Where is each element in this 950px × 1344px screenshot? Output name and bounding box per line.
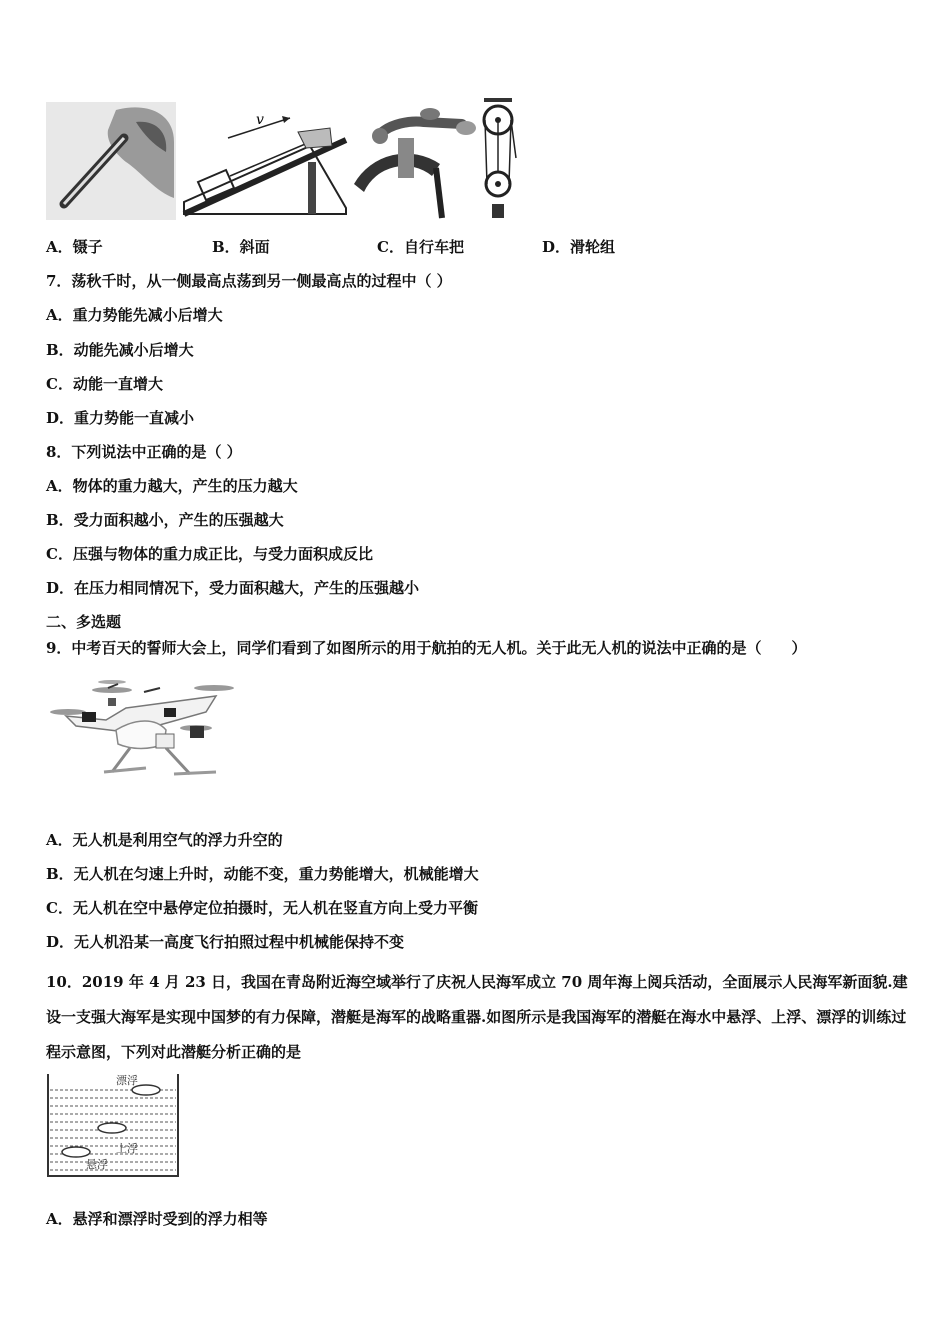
q9-stem: 9．中考百天的誓师大会上，同学们看到了如图所示的用于航拍的无人机。关于此无人机的说法中正确的是（ ）	[46, 639, 807, 657]
q8-option-c[interactable]: C．压强与物体的重力成正比，与受力面积成反比	[46, 545, 373, 563]
drone-figure	[46, 668, 246, 780]
q10-stem: 10．2019 年 4 月 23 日，我国在青岛附近海空域举行了庆祝人民海军成立 70 周年海上阅兵活动，全面展示人民海军新面貌.建设一支强大海军是实现中国梦的有力保障，潜艇是海军的战略重器.如图所示是我国海军的潜艇在海水中悬浮、上浮、漂浮的训练过程示意图，下列对此潜艇分析正确的是	[46, 973, 908, 1061]
pulley-system-figure	[478, 98, 518, 222]
q9-option-a[interactable]: A．无人机是利用空气的浮力升空的	[46, 831, 283, 849]
q8-option-b[interactable]: B．受力面积越小，产生的压强越大	[46, 511, 284, 529]
q9-option-c[interactable]: C．无人机在空中悬停定位拍摄时，无人机在竖直方向上受力平衡	[46, 899, 478, 917]
label-suspend: 悬浮	[86, 1158, 108, 1171]
q7-option-b[interactable]: B．动能先减小后增大	[46, 341, 194, 359]
q7-option-d[interactable]: D．重力势能一直减小	[46, 409, 195, 427]
incline-figure	[180, 102, 350, 220]
q7-stem: 7．荡秋千时，从一侧最高点荡到另一侧最高点的过程中（ ）	[46, 272, 452, 290]
submarine-figure	[46, 1072, 180, 1178]
q6-option-a[interactable]: A．镊子	[46, 238, 103, 256]
q6-option-b[interactable]: B．斜面	[212, 238, 270, 256]
q10-option-a[interactable]: A．悬浮和漂浮时受到的浮力相等	[46, 1210, 268, 1228]
q8-stem: 8．下列说法中正确的是（ ）	[46, 443, 242, 461]
q7-option-c[interactable]: C．动能一直增大	[46, 375, 163, 393]
tweezers-figure	[46, 102, 176, 220]
velocity-label: v	[256, 112, 264, 128]
q9-option-b[interactable]: B．无人机在匀速上升时，动能不变，重力势能增大，机械能增大	[46, 865, 479, 883]
q8-option-d[interactable]: D．在压力相同情况下，受力面积越大，产生的压强越小	[46, 579, 420, 597]
label-rise: 上浮	[116, 1142, 138, 1155]
q6-option-c[interactable]: C．自行车把	[377, 238, 464, 256]
label-float: 漂浮	[116, 1074, 138, 1087]
section-title: 二、多选题	[46, 613, 122, 631]
bicycle-handle-figure	[350, 98, 478, 220]
q6-option-d[interactable]: D．滑轮组	[542, 238, 616, 256]
q7-option-a[interactable]: A．重力势能先减小后增大	[46, 306, 223, 324]
q8-option-a[interactable]: A．物体的重力越大，产生的压力越大	[46, 477, 298, 495]
q9-option-d[interactable]: D．无人机沿某一高度飞行拍照过程中机械能保持不变	[46, 933, 405, 951]
